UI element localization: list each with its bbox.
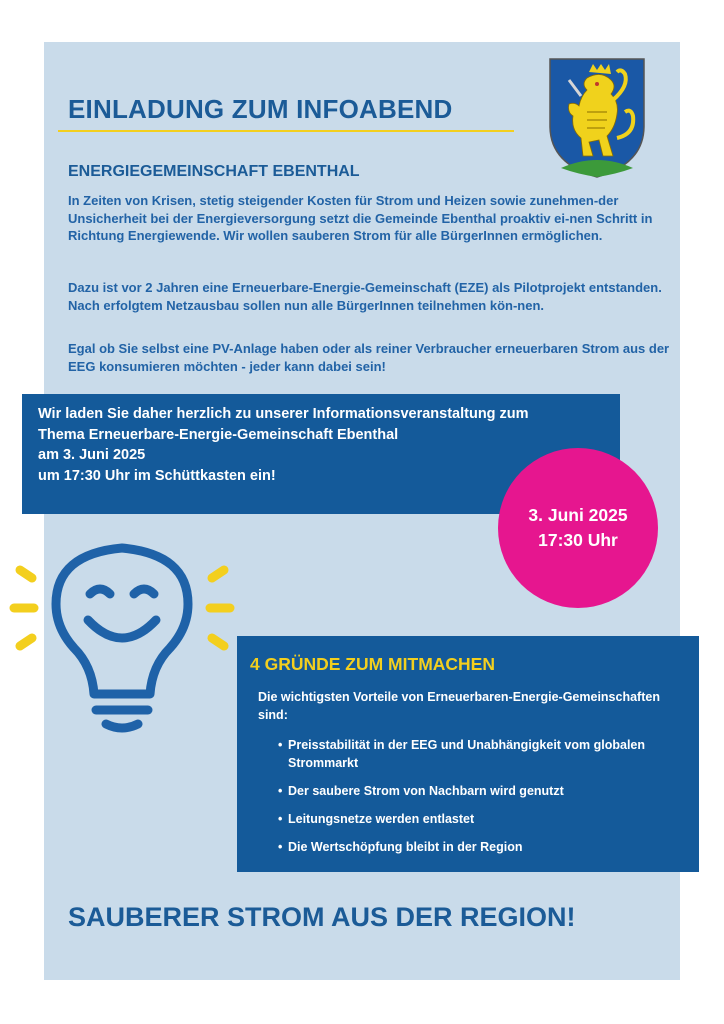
invitation-line: am 3. Juni 2025 [38, 447, 146, 463]
reasons-list [278, 736, 678, 866]
list-item [278, 736, 678, 772]
smiling-lightbulb-icon [8, 536, 240, 736]
reasons-title: 4 GRÜNDE ZUM MITMACHEN [250, 654, 495, 674]
date-badge-date: 3. Juni 2025 [528, 505, 628, 525]
history-paragraph: Dazu ist vor 2 Jahren eine Erneuerbare-Energie-Gemeinschaft (EZE) als Pilotprojekt entstanden. Nach erfolgtem Netzausbau sollen nun alle BürgerInnen teilnehmen kön-nen. [68, 280, 662, 313]
invitation-line: Wir laden Sie daher herzlich zu unserer Informationsveranstaltung zum [38, 406, 529, 422]
footer-slogan: SAUBERER STROM AUS DER REGION! [68, 902, 576, 932]
bullet-icon: • [278, 840, 283, 854]
list-item-text: Preisstabilität in der EEG und Unabhängigkeit vom globalen Strommarkt [288, 738, 646, 770]
invitation-line: Thema Erneuerbare-Energie-Gemeinschaft Ebenthal [38, 426, 399, 443]
date-badge-time: 17:30 Uhr [538, 530, 618, 550]
participation-paragraph: Egal ob Sie selbst eine PV-Anlage haben oder als reiner Verbraucher erneuerbaren Strom aus der EEG konsumieren möchten - jeder kann dabei sein! [68, 341, 670, 374]
intro-paragraph: In Zeiten von Krisen, stetig steigender Kosten für Strom und Heizen sowie zunehmen-der Unsicherheit bei der Energieversorgung setzt die Gemeinde Ebenthal proaktiv ei-nen Schritt in Richtung Energiewende. Wir wollen sauberen Strom für alle BürgerInnen ermöglichen. [68, 193, 653, 243]
bullet-icon: • [278, 812, 283, 826]
bullet-icon: • [278, 738, 283, 752]
list-item-text: Der saubere Strom von Nachbarn wird genutzt [288, 784, 564, 798]
list-item-text: Die Wertschöpfung bleibt in der Region [288, 840, 523, 854]
page-title: EINLADUNG ZUM INFOABEND [68, 94, 453, 124]
list-item [278, 782, 678, 800]
list-item [278, 838, 678, 856]
list-item-text: Leitungsnetze werden entlastet [288, 812, 475, 826]
list-item [278, 810, 678, 828]
section-subtitle: ENERGIEGEMEINSCHAFT EBENTHAL [68, 163, 360, 180]
coat-of-arms-icon [547, 56, 647, 180]
bullet-icon: • [278, 784, 283, 798]
title-underline [58, 130, 514, 132]
reasons-intro: Die wichtigsten Vorteile von Erneuerbaren-Energie-Gemeinschaften sind: [258, 690, 660, 722]
date-badge [498, 448, 658, 608]
invitation-line: um 17:30 Uhr im Schüttkasten ein! [38, 467, 276, 484]
